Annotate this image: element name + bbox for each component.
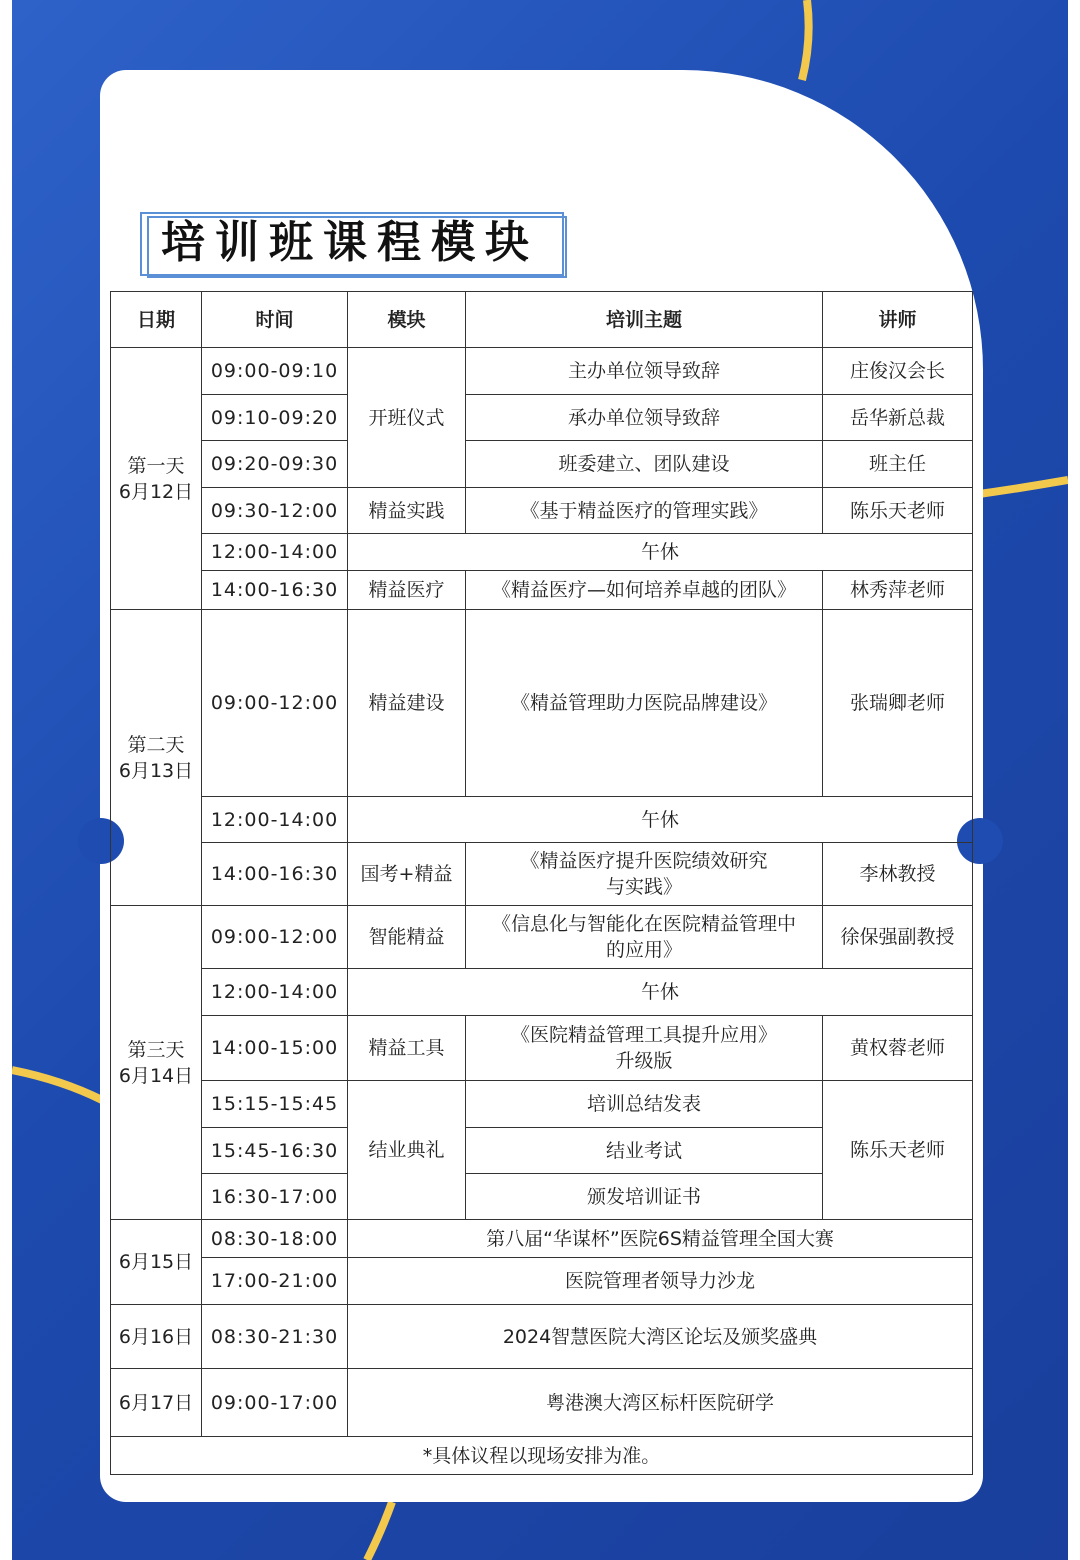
lecturer-cell: 林秀萍老师 [823,571,973,610]
day-cell: 6月17日 [111,1369,202,1437]
topic-cell: 《精益医疗提升医院绩效研究 与实践》 [466,843,823,906]
topic-cell: 《精益管理助力医院品牌建设》 [466,610,823,797]
footer-note: *具体议程以现场安排为准。 [111,1437,973,1475]
time-cell: 12:00-14:00 [202,797,348,843]
module-cell: 开班仪式 [348,348,466,488]
topic-cell: 颁发培训证书 [466,1174,823,1220]
time-cell: 09:20-09:30 [202,441,348,488]
time-cell: 12:00-14:00 [202,534,348,571]
break-cell: 午休 [348,797,973,843]
header-topic: 培训主题 [466,292,823,348]
module-cell: 精益建设 [348,610,466,797]
decor-curve [12,1070,102,1100]
time-cell: 14:00-16:30 [202,571,348,610]
lecturer-cell: 陈乐天老师 [823,1081,973,1220]
table-row [111,797,973,843]
header-lecturer: 讲师 [823,292,973,348]
table-row [111,1220,973,1258]
time-cell: 09:00-17:00 [202,1369,348,1437]
table-row [111,571,973,610]
time-cell: 09:00-09:10 [202,348,348,395]
day-cell: 6月15日 [111,1220,202,1305]
day-cell: 第三天 6月14日 [111,906,202,1220]
time-cell: 09:00-12:00 [202,906,348,969]
table-row [111,348,973,395]
table-row [111,843,973,906]
table-row [111,906,973,969]
time-cell: 12:00-14:00 [202,969,348,1016]
topic-cell: 《精益医疗—如何培养卓越的团队》 [466,571,823,610]
table-row [111,534,973,571]
table-row [111,1016,973,1081]
topic-cell: 主办单位领导致辞 [466,348,823,395]
topic-cell: 承办单位领导致辞 [466,395,823,441]
day-cell: 6月16日 [111,1305,202,1369]
time-cell: 14:00-16:30 [202,843,348,906]
module-cell: 国考+精益 [348,843,466,906]
topic-cell: 《基于精益医疗的管理实践》 [466,488,823,534]
table-row [111,1081,973,1128]
time-cell: 09:30-12:00 [202,488,348,534]
lecturer-cell: 张瑞卿老师 [823,610,973,797]
table-row [111,441,973,488]
lecturer-cell: 徐保强副教授 [823,906,973,969]
footer-row [111,1437,973,1475]
time-cell: 08:30-18:00 [202,1220,348,1258]
topic-cell: 培训总结发表 [466,1081,823,1128]
time-cell: 17:00-21:00 [202,1258,348,1305]
lecturer-cell: 陈乐天老师 [823,488,973,534]
time-cell: 08:30-21:30 [202,1305,348,1369]
lecturer-cell: 岳华新总裁 [823,395,973,441]
schedule-table [110,291,973,1475]
time-cell: 16:30-17:00 [202,1174,348,1220]
lecturer-cell: 李林教授 [823,843,973,906]
lecturer-cell: 班主任 [823,441,973,488]
time-cell: 15:15-15:45 [202,1081,348,1128]
time-cell: 14:00-15:00 [202,1016,348,1081]
table-row [111,1305,973,1369]
header-module: 模块 [348,292,466,348]
decor-curve [972,480,1068,495]
table-row [111,1258,973,1305]
decor-curve [802,0,809,80]
module-cell: 结业典礼 [348,1081,466,1220]
topic-cell: 《信息化与智能化在医院精益管理中 的应用》 [466,906,823,969]
event-cell: 粤港澳大湾区标杆医院研学 [348,1369,973,1437]
event-cell: 医院管理者领导力沙龙 [348,1258,973,1305]
table-row [111,1369,973,1437]
table-row [111,969,973,1016]
break-cell: 午休 [348,969,973,1016]
event-cell: 2024智慧医院大湾区论坛及颁奖盛典 [348,1305,973,1369]
time-cell: 15:45-16:30 [202,1128,348,1174]
topic-cell: 《医院精益管理工具提升应用》 升级版 [466,1016,823,1081]
header-date: 日期 [111,292,202,348]
time-cell: 09:00-12:00 [202,610,348,797]
decor-curve [367,1502,392,1560]
event-cell: 第八届“华谋杯”医院6S精益管理全国大赛 [348,1220,973,1258]
module-cell: 精益工具 [348,1016,466,1081]
lecturer-cell: 黄权蓉老师 [823,1016,973,1081]
topic-cell: 结业考试 [466,1128,823,1174]
module-cell: 精益实践 [348,488,466,534]
table-row [111,610,973,797]
topic-cell: 班委建立、团队建设 [466,441,823,488]
table-row [111,395,973,441]
lecturer-cell: 庄俊汉会长 [823,348,973,395]
day-cell: 第二天 6月13日 [111,610,202,906]
module-cell: 智能精益 [348,906,466,969]
header-time: 时间 [202,292,348,348]
break-cell: 午休 [348,534,973,571]
table-row [111,488,973,534]
header-row [111,292,973,348]
page-title: 培训班课程模块 [161,217,539,268]
day-cell: 第一天 6月12日 [111,348,202,610]
module-cell: 精益医疗 [348,571,466,610]
time-cell: 09:10-09:20 [202,395,348,441]
